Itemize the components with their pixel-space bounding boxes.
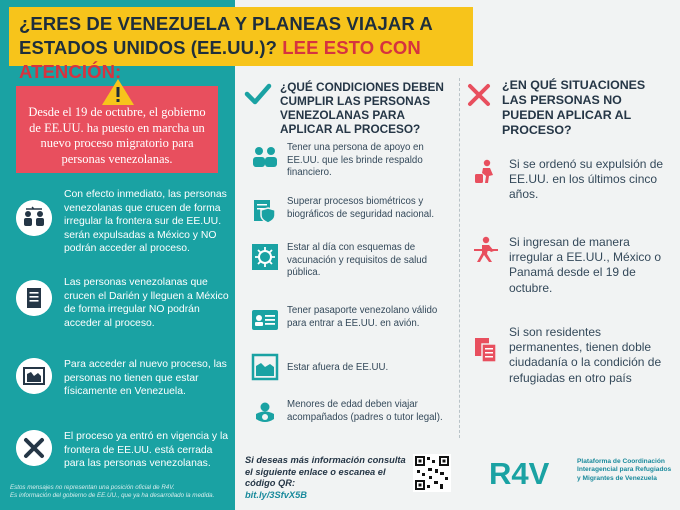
more-info-text: Si deseas más información consulta el siguiente enlace o escanea el código QR: [245,455,406,488]
left-item-text: Las personas venezolanas que crucen el Darién y lleguen a México de forma irregular NO podrán acceder al proceso. [64,277,229,329]
page-title [9,7,473,82]
documents-icon [472,335,500,365]
map-location-icon [250,352,280,382]
left-item-text: Con efecto inmediato, las personas venezolanas que crucen de forma irregular la frontera sur de EE.UU. serán expulsadas a México y NO podrán acceder al proceso. [64,189,227,255]
column-divider [459,78,460,438]
cross-icon [466,82,492,108]
condition-text: Tener pasaporte venezolano válido para entrar a EE.UU. en avión. [287,305,438,329]
logo-line: Interagencial para Refugiados [577,466,672,474]
condition-text: Estar al día con esquemas de vacunación y requisitos de salud pública. [287,242,428,279]
warning-icon [101,78,135,106]
left-item-text: Para acceder al nuevo proceso, las personas no tienen que estar físicamente en Venezuela. [64,359,227,398]
situation-text: Si se ordenó su expulsión de EE.UU. en los últimos cinco años. [509,157,664,202]
people-arrows-icon [16,200,52,236]
r4v-logo [489,457,571,487]
situation-text: Si son residentes permanentes, tienen doble ciudadanía o la condición de refugiadas en otro país [509,325,662,385]
conditions-heading: ¿QUÉ CONDICIONES DEBEN CUMPLIR LAS PERSONAS VENEZOLANAS PARA APLICAR AL PROCESO? [280,80,444,136]
disclaimer-line: Estos mensajes no representan una posición oficial de R4V. [10,484,175,491]
situation-text: Si ingresan de manera irregular a EE.UU., México o Panamá desde el 19 de octubre. [509,235,662,295]
situations-heading: ¿EN QUÉ SITUACIONES LAS PERSONAS NO PUEDEN APLICAR AL PROCESO? [502,78,646,137]
more-info [245,455,415,501]
title-highlight: LEE ESTO CON ATENCIÓN: [19,37,421,82]
logo-text [577,458,677,483]
biometric-shield-icon [250,196,280,226]
logo-mark: R4V [489,457,550,487]
passport-icon [250,305,280,335]
irregular-crossing-icon [472,235,500,265]
logo-line: Plataforma de Coordinación [577,458,665,465]
logo-line: y Migrantes de Venezuela [577,474,657,482]
disclaimer [10,484,235,499]
title-main: ¿ERES DE VENEZUELA Y PLANEAS VIAJAR A ESTADOS UNIDOS (EE.UU.)? [19,13,433,58]
alert-text: Desde el 19 de octubre, el gobierno de EE.UU. ha puesto en marcha un nuevo proceso migratorio para personas venezolanas. [28,105,206,166]
document-icon [16,280,52,316]
disclaimer-line: Es información del gobierno de EE.UU., que ya ha desarrollado la medida. [10,491,215,499]
virus-icon [250,242,280,272]
condition-text: Estar afuera de EE.UU. [287,362,389,373]
left-item-text: El proceso ya entró en vigencia y la frontera de EE.UU. está cerrada para las personas venezolanas. [64,431,229,470]
map-icon [16,358,52,394]
more-info-link[interactable]: bit.ly/3SfvX5B [245,489,308,500]
support-people-icon [250,142,280,172]
expulsion-icon [472,157,500,187]
condition-text: Tener una persona de apoyo en EE.UU. que les brinde respaldo financiero. [287,142,424,179]
x-icon [16,430,52,466]
child-icon [250,399,280,429]
qr-code[interactable] [413,454,451,492]
condition-text: Superar procesos biométricos y biográficos de seguridad nacional. [287,196,435,220]
condition-text: Menores de edad deben viajar acompañados (padres o tutor legal). [287,399,443,423]
check-icon [244,82,272,106]
